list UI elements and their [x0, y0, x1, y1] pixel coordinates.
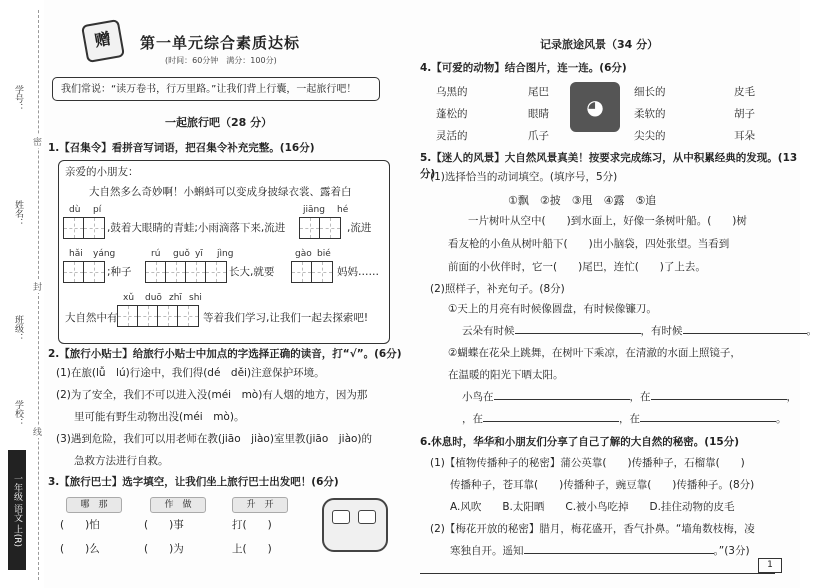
q2-item3b: 急救方法进行自救。: [74, 455, 169, 467]
q5-options: ①飘 ②披 ③甩 ④露 ⑤追: [508, 194, 657, 207]
q3-blank[interactable]: 上( ): [232, 543, 272, 555]
school-label: 学校：: [13, 400, 23, 427]
q5-example2b: 在温暖的阳光下晒太阳。: [448, 369, 564, 381]
q6-sub1-options: A.风吹 B.太阳晒 C.被小鸟吃掉 D.挂住动物的皮毛: [450, 501, 735, 513]
q4-word: 尾巴: [528, 86, 549, 98]
pinyin: shi: [189, 293, 202, 303]
pinyin: jìng: [217, 249, 234, 259]
q1-line3a: ;种子: [107, 266, 132, 278]
q4-word: 乌黑的: [436, 86, 468, 98]
q3-blank[interactable]: ( )么: [60, 543, 100, 555]
q5-para-line2: 看友枪的小鱼从树叶船下( )出小脑袋，四处张望。当看到: [448, 238, 730, 250]
q6-sub1-line1: (1)【植物传播种子的秘密】蒲公英靠( )传播种子，石榴靠( ): [430, 457, 745, 469]
q3-blank[interactable]: ( )怕: [60, 519, 100, 531]
question-6-heading: 6.休息时，华华和小朋友们分享了自己了解的大自然的秘密。(15分): [420, 436, 740, 448]
cut-line: [38, 10, 39, 580]
page-title: 第一单元综合素质达标: [140, 34, 301, 52]
pinyin: zhī: [169, 293, 182, 303]
q1-line3c: 妈妈……: [337, 266, 379, 278]
q1-line4a: 大自然中有: [65, 312, 118, 324]
q5-example1: ①天上的月亮有时候像圆盘，有时候像镰刀。: [448, 303, 657, 315]
q2-item3: (3)遇到危险，我们可以用老师在教(jiāo jiào)室里教(jiāo jiào)的: [56, 433, 373, 445]
q4-word: 蓬松的: [436, 108, 468, 120]
q3-blank[interactable]: 打( ): [232, 519, 272, 531]
answer-grid[interactable]: [117, 305, 199, 327]
q1-line3b: 长大,就要: [229, 266, 275, 278]
q1-line2a: ,鼓着大眼睛的青蛙;小雨滴落下来,流进: [107, 222, 286, 234]
pinyin: gào: [295, 249, 312, 259]
q5-para-line3: 前面的小伙伴时，它一( )尾巴，连忙( )了上去。: [448, 261, 706, 273]
q4-word: 耳朵: [734, 130, 755, 142]
class-label: 班级：: [13, 315, 23, 342]
q5-example2-answer2[interactable]: ，在 ，在 。: [462, 413, 787, 425]
pinyin: xǔ: [123, 293, 135, 303]
q6-sub2-line2[interactable]: 寒独自开。遥知 。”(3分): [450, 545, 750, 557]
answer-grid[interactable]: [63, 217, 105, 239]
pinyin: pí: [93, 205, 102, 215]
question-1-heading: 1.【召集令】看拼音写词语，把召集令补充完整。(16分): [48, 142, 315, 154]
pinyin: yī: [195, 249, 203, 259]
answer-grid[interactable]: [63, 261, 105, 283]
pinyin: dù: [69, 205, 81, 215]
student-id-label: 学号：: [13, 85, 23, 112]
question-1-box: [58, 160, 390, 344]
bus-icon: [322, 498, 388, 552]
answer-grid[interactable]: [145, 261, 227, 283]
q3-choice-header: 作 做: [150, 497, 206, 513]
seal-mark-xian: 线: [33, 425, 42, 438]
raccoon-icon: ◕: [570, 82, 620, 132]
q5-example2-answer1[interactable]: 小鸟在 ，在 ，: [462, 391, 797, 403]
q3-blank[interactable]: ( )为: [144, 543, 184, 555]
pinyin: duō: [145, 293, 162, 303]
gift-badge-icon: 赠: [81, 19, 125, 63]
q3-choice-header: 哪 那: [66, 497, 122, 513]
q4-word: 爪子: [528, 130, 549, 142]
q1-line2b: ,流进: [347, 222, 372, 234]
pinyin: guǒ: [173, 249, 190, 259]
question-3-heading: 3.【旅行巴士】选字填空，让我们坐上旅行巴士出发吧！(6分): [48, 476, 339, 488]
section-title-left: 一起旅行吧（28 分）: [165, 116, 273, 129]
q5-sub1: (1)选择恰当的动词填空。(填序号，5分): [430, 171, 618, 183]
q4-word: 皮毛: [734, 86, 755, 98]
name-label: 姓名：: [13, 200, 23, 227]
pinyin: rú: [151, 249, 161, 259]
q2-item2: (2)为了安全，我们不可以进入没(méi mò)有人烟的地方，因为那: [56, 389, 368, 401]
q3-blank[interactable]: ( )事: [144, 519, 184, 531]
pinyin: yáng: [93, 249, 116, 259]
q2-item1: (1)在旅(lǚ lú)行途中，我们得(dé děi)注意保护环境。: [56, 367, 325, 379]
q5-sub2: (2)照样子，补充句子。(8分): [430, 283, 565, 295]
q1-greeting: 亲爱的小朋友：: [65, 166, 139, 178]
q4-word: 尖尖的: [634, 130, 666, 142]
answer-grid[interactable]: [299, 217, 341, 239]
pinyin: hé: [337, 205, 349, 215]
section-title-right: 记录旅途风景（34 分）: [540, 38, 659, 51]
question-2-heading: 2.【旅行小贴士】给旅行小贴士中加点的字选择正确的读音，打“√”。(6分): [48, 348, 402, 360]
q4-word: 柔软的: [634, 108, 666, 120]
question-5-heading: 5.【迷人的风景】大自然风景真美！按要求完成练习，从中积累经典的发现。(13分): [420, 152, 798, 180]
pinyin: bié: [317, 249, 331, 259]
intro-notice: 我们常说：“读万卷书，行万里路。”让我们背上行囊，一起旅行吧！: [52, 77, 380, 101]
q4-word: 灵活的: [436, 130, 468, 142]
q5-para-line1: 一片树叶从空中( )到水面上，好像一条树叶船。( )树: [468, 215, 747, 227]
q1-line1: 大自然多么奇妙啊！小蝌蚪可以变成身披绿衣裳、露着白: [89, 186, 352, 198]
binding-strip: [0, 0, 44, 588]
q3-choice-header: 升 开: [232, 497, 288, 513]
pinyin: hǎi: [69, 249, 83, 259]
q5-example1-answer[interactable]: 云朵有时候 ，有时候 。: [462, 325, 817, 337]
answer-grid[interactable]: [291, 261, 333, 283]
seal-mark-feng: 封: [33, 280, 42, 293]
q4-word: 眼睛: [528, 108, 549, 120]
page-subtitle: (时间：60分钟 满分：100分): [165, 56, 277, 65]
q4-word: 胡子: [734, 108, 755, 120]
q6-sub2-line1: (2)【梅花开放的秘密】腊月，梅花盛开，香气扑鼻。“墙角数枝梅，凌: [430, 523, 755, 535]
q6-sub1-line2: 传播种子，苍耳靠( )传播种子，豌豆靠( )传播种子。(8分): [450, 479, 755, 491]
page-number: 1: [758, 558, 782, 573]
footer-rule: [420, 573, 775, 574]
q2-item2b: 里可能有野生动物出没(méi mò)。: [74, 411, 245, 423]
question-4-heading: 4.【可爱的动物】结合图片，连一连。(6分): [420, 62, 627, 74]
pinyin: jiāng: [303, 205, 325, 215]
grade-brand: 一年级 语文 上(R): [8, 450, 26, 570]
q5-example2: ②蝴蝶在花朵上跳舞，在树叶下乘凉，在清澈的水面上照镜子，: [448, 347, 741, 359]
q1-line4b: 等着我们学习,让我们一起去探索吧!: [203, 312, 369, 324]
seal-mark-mi: 密: [33, 135, 42, 148]
q4-word: 细长的: [634, 86, 666, 98]
